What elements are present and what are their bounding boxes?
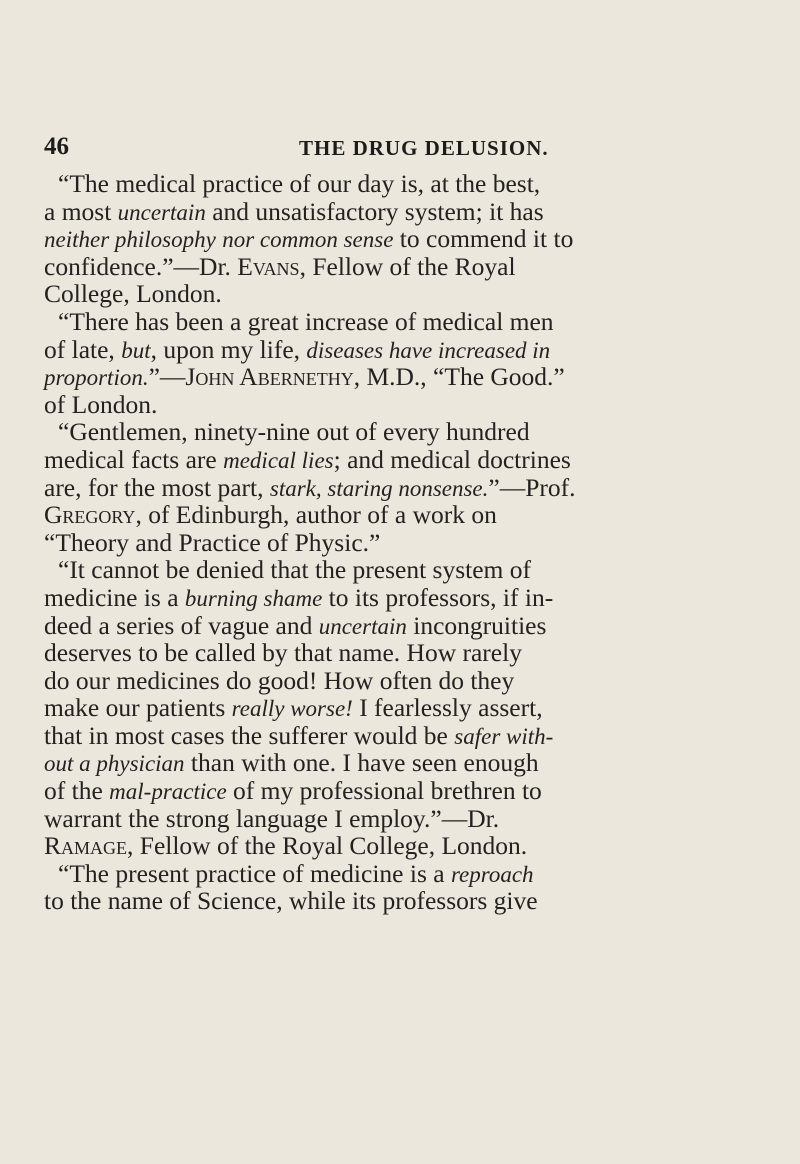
emphasis-text: burning shame — [184, 585, 323, 611]
text-line: out a physician than with one. I have seen enough — [44, 748, 539, 778]
text-line: proportion.”—John Abernethy, M.D., “The Good.” — [44, 362, 565, 392]
emphasis-text: out a physician — [44, 751, 185, 777]
running-head: THE DRUG DELUSION. — [299, 136, 549, 160]
text-line: make our patients really worse! I fearlessly assert, — [44, 693, 543, 723]
emphasis-text: safer with- — [454, 723, 554, 749]
emphasis-text: nor common sense — [222, 227, 394, 253]
emphasis-text: medical lies — [223, 447, 334, 473]
emphasis-text: mal-practice — [109, 779, 227, 805]
text-line: medicine is a burning shame to its professors, if in- — [44, 582, 554, 612]
emphasis-text: really worse! — [231, 696, 353, 722]
text-line: “The present practice of medicine is a reproach — [58, 858, 534, 888]
text-line: Ramage, Fellow of the Royal College, London. — [44, 831, 528, 861]
emphasis-text: stark, staring nonsense. — [269, 475, 489, 501]
text-line: College, London. — [44, 279, 222, 309]
page-header — [44, 133, 744, 165]
emphasis-text: proportion. — [44, 365, 149, 391]
text-line: neither philosophy nor common sense to commend it to — [44, 224, 574, 254]
body-text — [44, 170, 774, 915]
text-line: to the name of Science, while its professors give — [44, 886, 538, 916]
text-line: of the mal-practice of my professional brethren to — [44, 776, 542, 806]
emphasis-text: uncertain — [318, 613, 407, 639]
text-line: of late, but, upon my life, diseases have increased in — [44, 334, 551, 364]
text-line: a most uncertain and unsatisfactory system; it has — [44, 196, 544, 226]
emphasis-text: but — [121, 337, 151, 363]
emphasis-text: Evans — [237, 251, 300, 281]
emphasis-text: Gregory — [44, 500, 136, 530]
emphasis-text: John Abernethy — [185, 362, 354, 392]
text-line: “The medical practice of our day is, at the best, — [58, 169, 541, 198]
text-line: warrant the strong language I employ.”—Dr. — [44, 803, 500, 833]
page-number: 46 — [44, 133, 69, 160]
text-line: are, for the most part, stark, staring nonsense.”—Prof. — [44, 472, 576, 502]
text-line: deserves to be called by that name. How rarely — [44, 638, 522, 668]
text-line: that in most cases the sufferer would be safer with- — [44, 720, 554, 750]
text-line: do our medicines do good! How often do they — [44, 665, 515, 695]
text-line: “Theory and Practice of Physic.” — [44, 527, 381, 557]
text-line: confidence.”—Dr. Evans, Fellow of the Royal — [44, 251, 516, 281]
text-line: “Gentlemen, ninety-nine out of every hundred — [58, 417, 530, 447]
text-line: deed a series of vague and uncertain incongruities — [44, 610, 547, 640]
text-line: “There has been a great increase of medical men — [58, 306, 554, 336]
emphasis-text: Ramage — [44, 831, 128, 861]
emphasis-text: reproach — [450, 861, 534, 887]
text-line: “It cannot be denied that the present system of — [58, 555, 532, 585]
text-line: medical facts are medical lies; and medical doctrines — [44, 444, 571, 474]
emphasis-text: diseases have increased in — [306, 337, 551, 363]
emphasis-text: neither philosophy — [44, 227, 216, 253]
text-line: of London. — [44, 389, 158, 419]
text-line: Gregory, of Edinburgh, author of a work on — [44, 500, 497, 530]
emphasis-text: uncertain — [117, 199, 206, 225]
